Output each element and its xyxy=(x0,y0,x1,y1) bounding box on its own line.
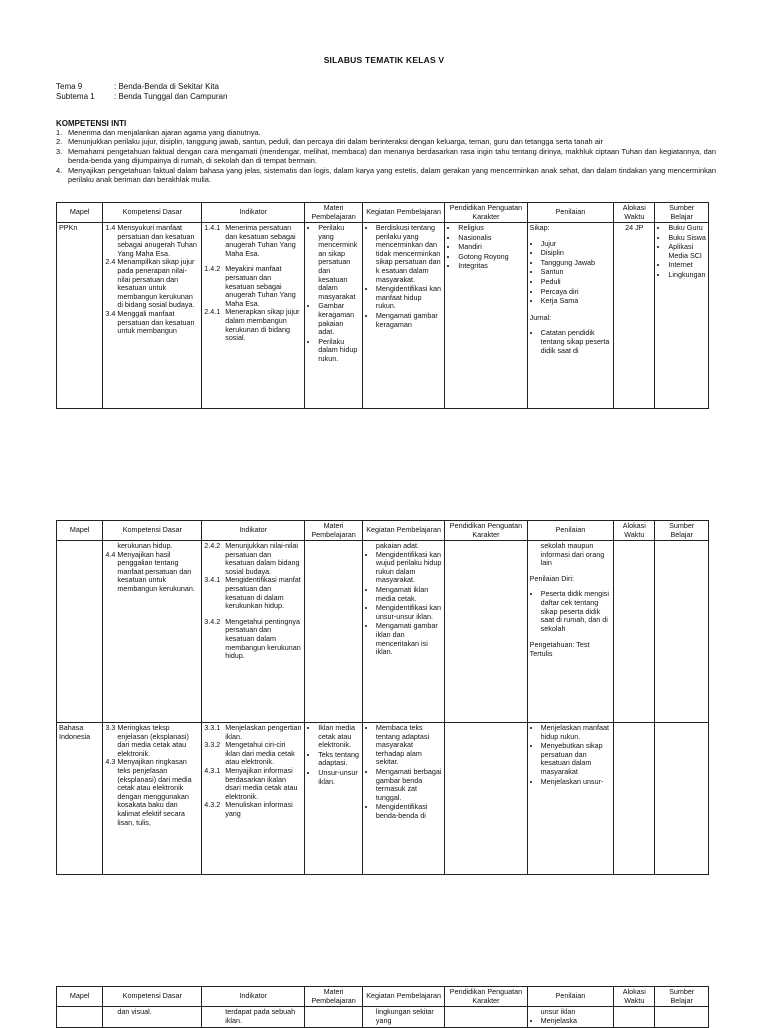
cell-mapel xyxy=(57,1007,103,1028)
cell-pendidikan xyxy=(445,223,527,409)
indikator-text: Mengetahui ciri-ciri iklan dari media cetak atau elektronik. xyxy=(225,740,295,767)
sikap-item: • Jujur xyxy=(541,240,612,249)
kegiatan-item: • Membaca teks tentang adaptasi masyarakat terhadap alam sekitar. xyxy=(376,724,442,767)
cell-alokasi xyxy=(614,1007,655,1028)
indikator-item xyxy=(204,265,302,308)
col-mapel: Mapel xyxy=(57,203,103,223)
col-kd: Kompetensi Dasar xyxy=(103,521,202,541)
kd-text: Menampilkan sikap jujur pada penerapan nilai-nilai persatuan dan kesatuan untuk membangun kerukunan di bidang sosial budaya. xyxy=(117,257,195,310)
subtema-value: : Benda Tunggal dan Campuran xyxy=(114,92,228,101)
ki-item xyxy=(56,166,716,185)
indikator-item xyxy=(204,542,302,576)
cell-kegiatan: lingkungan sekitar yang xyxy=(362,1007,444,1028)
indikator-item xyxy=(204,576,302,610)
cell-pendidikan xyxy=(445,723,527,875)
kegiatan-item: • Mengidentifikasi kan wujud perilaku hidup rukun dalam masyarakat. xyxy=(376,551,442,585)
indikator-text: Menerima persatuan dan kesatuan sebagai anugerah Tuhan Yang Maha Esa. xyxy=(225,223,296,258)
sikap-item: • Disiplin xyxy=(541,249,612,258)
tema-value: : Benda-Benda di Sekitar Kita xyxy=(114,82,219,91)
cell-sumber xyxy=(655,1007,709,1028)
sikap-item: • Santun xyxy=(541,268,612,277)
subtema-label: Subtema 1 xyxy=(56,92,95,101)
sikap-item: • Kerja Sama xyxy=(541,297,612,306)
kd-item xyxy=(105,724,199,758)
syllabus-table-3 xyxy=(56,986,709,1028)
indikator-item xyxy=(204,741,302,767)
subtema-row xyxy=(56,92,227,101)
sikap-label: Sikap: xyxy=(529,223,550,232)
syllabus-table-1 xyxy=(56,202,709,409)
col-pendidikan: Pendidikan Penguatan Karakter xyxy=(445,521,527,541)
indikator-item xyxy=(204,618,302,661)
cell-indikator xyxy=(202,541,305,723)
cell-mapel: Bahasa Indonesia xyxy=(57,723,103,875)
col-materi: Materi Pembelajaran xyxy=(305,521,363,541)
cell-kd xyxy=(103,223,202,409)
ki-item xyxy=(56,137,716,146)
col-sumber: Sumber Belajar xyxy=(655,203,709,223)
indikator-number: 1.4.2 xyxy=(204,264,221,274)
indikator-text: Menyajikan informasi berdasarkan ikalan dsari media cetak atau elektronik. xyxy=(225,765,298,801)
cell-kegiatan xyxy=(362,541,444,723)
indikator-number: 2.4.2 xyxy=(204,541,221,550)
cell-sumber xyxy=(655,541,709,723)
kd-item xyxy=(105,310,199,336)
sumber-item: • Lingkungan xyxy=(668,271,706,280)
kd-text: Menyajikan ringkasan teks penjelasan (eksplanasi) dari media cetak atau elektronik dengan menggunakan kosakata baku dan kalimat efektif secara lisan, tulis, xyxy=(117,757,192,827)
kegiatan-item: • Berdiskusi tentang perilaku yang mencerminkan dan tidak mencerminkan sikap persatuan dan k esatuan dalam masyarakat. xyxy=(376,224,442,284)
penilaian-item: • Menjelaskan unsur- xyxy=(541,778,612,787)
indikator-number: 3.3.2 xyxy=(204,740,221,750)
col-kegiatan: Kegiatan Pembelajaran xyxy=(362,521,444,541)
ki-text: Menyajikan pengetahuan faktual dalam bahasa yang jelas, sistematis dan logis, dalam karya yang estetis, dalam gerakan yang mencerminkan anak sehat, dan dalam tindakan yang mencerminkan perilaku anak beriman dan berakhlak mulia. xyxy=(68,165,716,185)
ki-text: Menunjukkan perilaku jujur, disiplin, tanggung jawab, santun, peduli, dan percaya diri dalam berinteraksi dengan keluarga, teman, guru dan tetangga serta tanah air xyxy=(68,137,603,147)
kd-text: Menggali manfaat persatuan dan kesatuan untuk membangun xyxy=(117,308,195,336)
indikator-text: Menuliskan informasi yang xyxy=(225,800,293,818)
col-indikator: Indikator xyxy=(202,987,305,1007)
jurnal-item: • Catatan pendidik tentang sikap peserta didik saat di xyxy=(541,329,612,355)
sumber-item: • Aplikasi Media SCI xyxy=(668,243,706,260)
kd-number: 2.4 xyxy=(105,257,116,267)
indikator-item xyxy=(204,308,302,342)
cell-materi xyxy=(305,723,363,875)
indikator-item xyxy=(204,224,302,258)
cell-penilaian xyxy=(527,723,614,875)
kd-number: 3.4 xyxy=(105,308,116,318)
col-alokasi: Alokasi Waktu xyxy=(614,987,655,1007)
col-indikator: Indikator xyxy=(202,521,305,541)
cell-kd xyxy=(103,723,202,875)
cell-kd: dan visual. xyxy=(103,1007,202,1028)
ki-number: 2. xyxy=(56,137,63,147)
sikap-item: • Peduli xyxy=(541,278,612,287)
sumber-item: • Buku Siswa xyxy=(668,234,706,243)
cell-kegiatan xyxy=(362,723,444,875)
kd-number: 4.4 xyxy=(105,549,116,559)
col-indikator: Indikator xyxy=(202,203,305,223)
kegiatan-item: • Mengidentifikasi kan manfaat hidup rukun. xyxy=(376,285,442,311)
col-sumber: Sumber Belajar xyxy=(655,987,709,1007)
penilaian-item: • Menjelaskan manfaat hidup rukun. xyxy=(541,724,612,741)
indikator-text: Menjelaskan pengertian iklan. xyxy=(225,723,302,741)
indikator-number: 3.3.1 xyxy=(204,723,221,732)
col-kd: Kompetensi Dasar xyxy=(103,987,202,1007)
col-kd: Kompetensi Dasar xyxy=(103,203,202,223)
indikator-number: 2.4.1 xyxy=(204,307,221,317)
sumber-item: • Buku Guru xyxy=(668,224,706,233)
cell-indikator xyxy=(202,723,305,875)
document-title: SILABUS TEMATIK KELAS V xyxy=(323,55,445,65)
materi-item: • Perilaku dalam hidup rukun. xyxy=(318,338,360,364)
penilaian-diri-item: • Peserta didik mengisi daftar cek tentang sikap peserta didik saat di rumah, dan di sekolah xyxy=(541,590,612,633)
cell-mapel xyxy=(57,541,103,723)
kegiatan-continuation: pakaian adat. xyxy=(375,541,420,550)
ki-text: Memahami pengetahuan faktual dengan cara mengamati (mendengar, melihat, membaca) dan menanya berdasarkan rasa ingin tahu tentang dirinya, makhluk ciptaan Tuhan dan kegiatannya, dan benda-benda yang dijumpainya di rumah, di sekolah dan di tempat bermain. xyxy=(68,146,716,166)
tema-label: Tema 9 xyxy=(56,82,83,91)
ki-item xyxy=(56,128,716,137)
cell-pendidikan xyxy=(445,541,527,723)
table-header-row xyxy=(57,987,709,1007)
kegiatan-item: • Mengidentifikasi benda-benda di xyxy=(376,803,442,820)
ki-number: 4. xyxy=(56,165,63,175)
materi-item: • Gambar keragaman pakaian adat. xyxy=(318,302,360,336)
cell-penilaian xyxy=(527,541,614,723)
col-pendidikan: Pendidikan Penguatan Karakter xyxy=(445,987,527,1007)
sikap-item: • Percaya diri xyxy=(541,288,612,297)
karakter-item: • Gotong Royong xyxy=(458,253,524,262)
col-penilaian: Penilaian xyxy=(527,987,614,1007)
col-materi: Materi Pembelajaran xyxy=(305,203,363,223)
materi-item: • Perilaku yang mencerminkan sikap persatuan dan kesatuan dalam masyarakat xyxy=(318,224,360,301)
ki-item xyxy=(56,147,716,166)
col-mapel: Mapel xyxy=(57,987,103,1007)
kegiatan-item: • Mengidentifikasi kan unsur-unsur iklan. xyxy=(376,604,442,621)
col-sumber: Sumber Belajar xyxy=(655,521,709,541)
col-kegiatan: Kegiatan Pembelajaran xyxy=(362,203,444,223)
cell-alokasi: 24 JP xyxy=(614,223,655,409)
kd-number: 3.3 xyxy=(105,723,116,732)
indikator-item xyxy=(204,724,302,741)
indikator-number: 4.3.1 xyxy=(204,765,221,775)
cell-penilaian xyxy=(527,1007,614,1028)
table-header-row xyxy=(57,203,709,223)
sikap-item: • Tanggung Jawab xyxy=(541,259,612,268)
kd-item xyxy=(105,758,199,827)
col-kegiatan: Kegiatan Pembelajaran xyxy=(362,987,444,1007)
materi-item: • Unsur-unsur iklan. xyxy=(318,769,360,786)
cell-kd xyxy=(103,541,202,723)
cell-sumber xyxy=(655,223,709,409)
indikator-number: 4.3.2 xyxy=(204,800,221,810)
indikator-number: 1.4.1 xyxy=(204,223,221,232)
cell-alokasi xyxy=(614,723,655,875)
kegiatan-item: • Mengamati gambar keragaman xyxy=(376,312,442,329)
indikator-text: Menerapkan sikap jujur dalam membangun kerukunan di bidang sosial. xyxy=(225,307,300,343)
col-materi: Materi Pembelajaran xyxy=(305,987,363,1007)
kd-item xyxy=(105,551,199,594)
pengetahuan-label: Pengetahuan: Test Tertulis xyxy=(529,640,590,658)
indikator-number: 3.4.1 xyxy=(204,575,221,585)
col-alokasi: Alokasi Waktu xyxy=(614,521,655,541)
col-penilaian: Penilaian xyxy=(527,203,614,223)
penilaian-continuation: unsur iklan xyxy=(540,1007,576,1016)
cell-materi xyxy=(305,1007,363,1028)
karakter-item: • Integritas xyxy=(458,262,524,271)
cell-materi xyxy=(305,223,363,409)
indikator-item xyxy=(204,801,302,818)
indikator-text: Mengidentifikasi manfat persatuan dan kesatuan di dalam kerukunkan hidup. xyxy=(225,575,301,611)
table-row xyxy=(57,223,709,409)
materi-item: • Teks tentang adaptasi. xyxy=(318,751,360,768)
col-penilaian: Penilaian xyxy=(527,521,614,541)
indikator-text: Meyakini manfaat persatuan dan kesatuan sebagai anugerah Tuhan Yang Maha Esa. xyxy=(225,264,296,308)
table-row xyxy=(57,723,709,875)
ki-text: Menerima dan menjalankan ajaran agama yang dianutnya. xyxy=(68,128,261,137)
kd-item xyxy=(105,258,199,310)
penilaian-item: • Menyebutkan sikap persatuan dan kesatuan dalam masyarakat xyxy=(541,742,612,776)
cell-alokasi xyxy=(614,541,655,723)
jurnal-label: Jurnal: xyxy=(529,312,552,322)
indikator-text: Mengetahui pentingnya persatuan dan kesatuan dalam membangun kerukunan hidup. xyxy=(225,616,301,661)
karakter-item: • Nasionalis xyxy=(458,234,524,243)
col-pendidikan: Pendidikan Penguatan Karakter xyxy=(445,203,527,223)
indikator-text: Menunjukkan nilai-nilai persatuan dan kesatuan dalam bidang sosial budaya. xyxy=(225,541,300,576)
table-row xyxy=(57,541,709,723)
cell-materi xyxy=(305,541,363,723)
cell-sumber xyxy=(655,723,709,875)
ki-heading: KOMPETENSI INTI xyxy=(56,119,127,128)
ki-number: 1. xyxy=(56,128,63,137)
cell-kegiatan xyxy=(362,223,444,409)
cell-mapel: PPKn xyxy=(57,223,103,409)
cell-pendidikan xyxy=(445,1007,527,1028)
penilaian-diri-label: Penilaian Diri: xyxy=(529,573,575,583)
kd-text: Mensyukuri manfaat persatuan dan kesatuan sebagai anugerah Tuhan Yang Maha Esa. xyxy=(117,223,197,258)
ki-number: 3. xyxy=(56,146,63,156)
kegiatan-item: • Mengamati iklan media cetak. xyxy=(376,586,442,603)
table-row xyxy=(57,1007,709,1028)
materi-item: • Iklan media cetak atau elektronik. xyxy=(318,724,360,750)
indikator-item xyxy=(204,767,302,801)
kegiatan-item: • Mengamati berbagai gambar benda termasuk zat tunggal. xyxy=(376,768,442,802)
kd-item xyxy=(105,224,199,258)
sumber-item: • Internet xyxy=(668,261,706,270)
kd-text: Meringkas teksp enjelasan (eksplanasi) dari media cetak atau elektronik. xyxy=(117,723,189,758)
ki-list xyxy=(56,128,716,184)
kd-number: 1.4 xyxy=(105,223,116,232)
col-mapel: Mapel xyxy=(57,521,103,541)
cell-indikator: terdapat pada sebuah iklan. xyxy=(202,1007,305,1028)
cell-penilaian xyxy=(527,223,614,409)
table-header-row xyxy=(57,521,709,541)
col-alokasi: Alokasi Waktu xyxy=(614,203,655,223)
kegiatan-item: • Mengamati gambar iklan dan menceritakan isi iklan. xyxy=(376,622,442,656)
syllabus-table-2 xyxy=(56,520,709,875)
kd-text: Menyajikan hasil penggalian tentang manfaat persatuan dan kesatuan untuk membangun kerukunan. xyxy=(117,549,195,593)
penilaian-continuation: sekolah maupun informasi dari orang lain xyxy=(540,541,605,568)
kd-continuation: kerukunan hidup. xyxy=(117,541,173,550)
penilaian-item: • Menjelaska xyxy=(541,1017,612,1026)
cell-indikator xyxy=(202,223,305,409)
indikator-number: 3.4.2 xyxy=(204,616,221,626)
karakter-item: • Religius xyxy=(458,224,524,233)
tema-row xyxy=(56,82,219,91)
kd-number: 4.3 xyxy=(105,757,116,767)
karakter-item: • Mandiri xyxy=(458,243,524,252)
